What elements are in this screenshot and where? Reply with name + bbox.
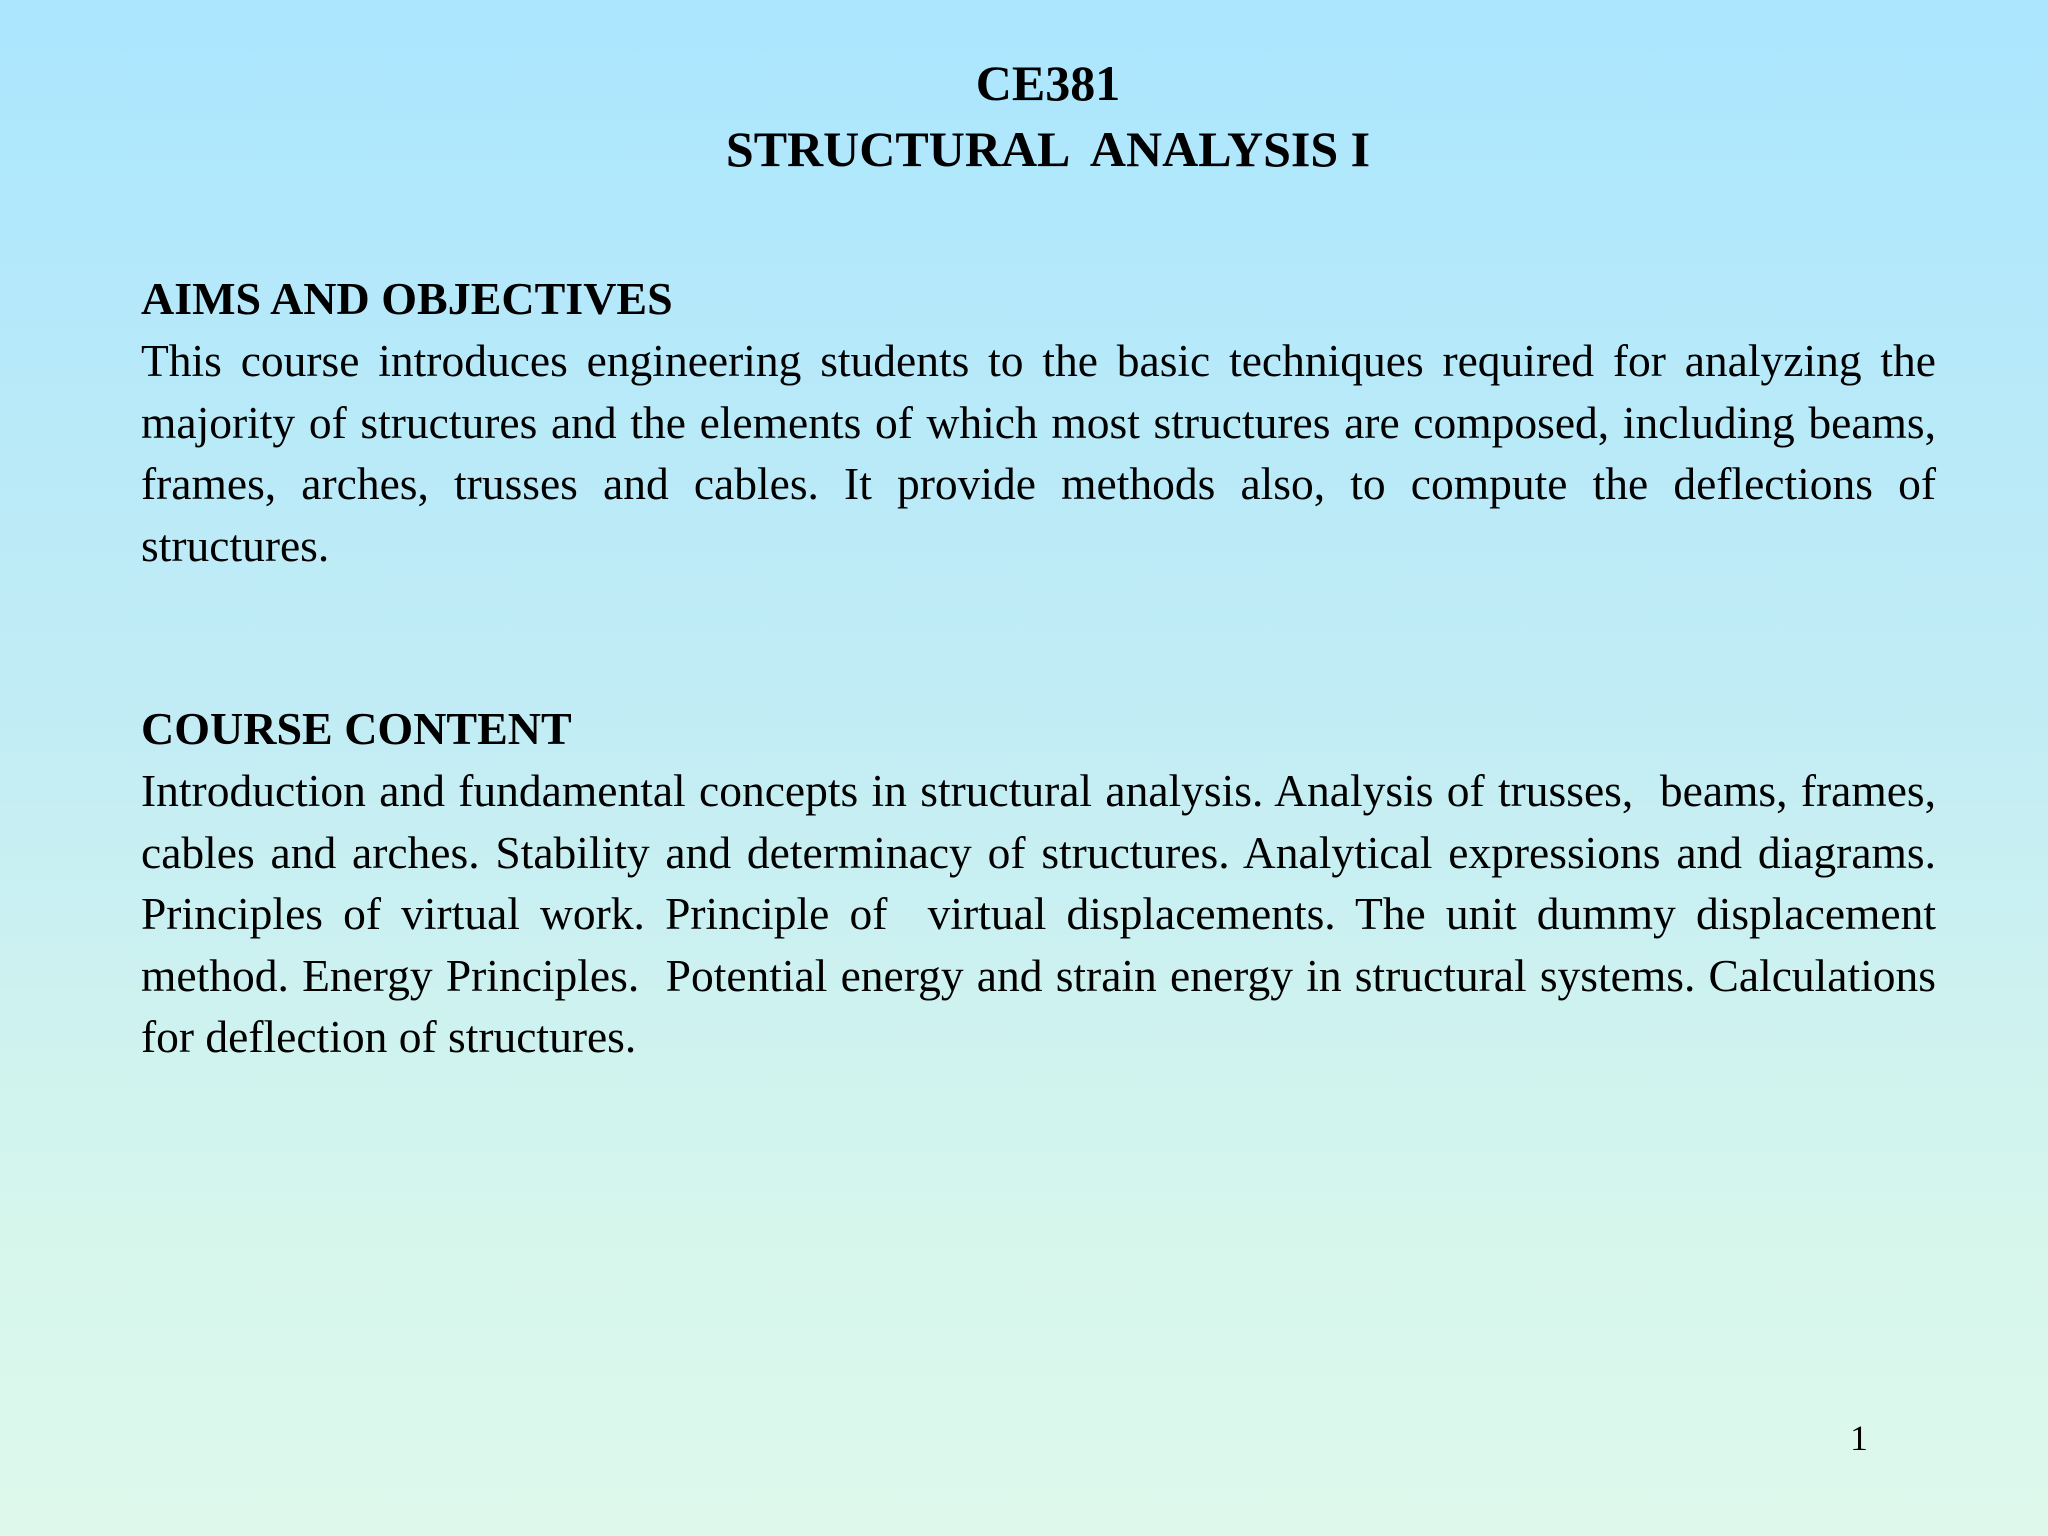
slide-title: [0, 50, 2048, 182]
page-number: 1: [1850, 1418, 1868, 1458]
course-name: STRUCTURAL ANALYSIS I: [725, 121, 1371, 177]
course-content-body: Introduction and fundamental concepts in structural analysis. Analysis of trusses, beams, frames, cables and arches. Stability and determinacy of structures. Analytical expressions and diagrams. Principles of virtual work. Principle of virtual displacements. The unit dummy displacement method. Energy Principles. Potential energy and strain energy in structural systems. Calculations for deflection of structures.: [141, 765, 1948, 1062]
aims-and-objectives-section: [141, 268, 1948, 576]
aims-body: This course introduces engineering students to the basic techniques required for analyzing the majority of structures and the elements of which most structures are composed, including beams, frames, arches, trusses and cables. It provide methods also, to compute the deflections of structures.: [141, 335, 1948, 571]
course-content-section: [141, 698, 1948, 1068]
aims-heading: AIMS AND OBJECTIVES: [141, 273, 673, 324]
course-code: CE381: [975, 55, 1121, 111]
course-content-heading: COURSE CONTENT: [141, 703, 572, 754]
